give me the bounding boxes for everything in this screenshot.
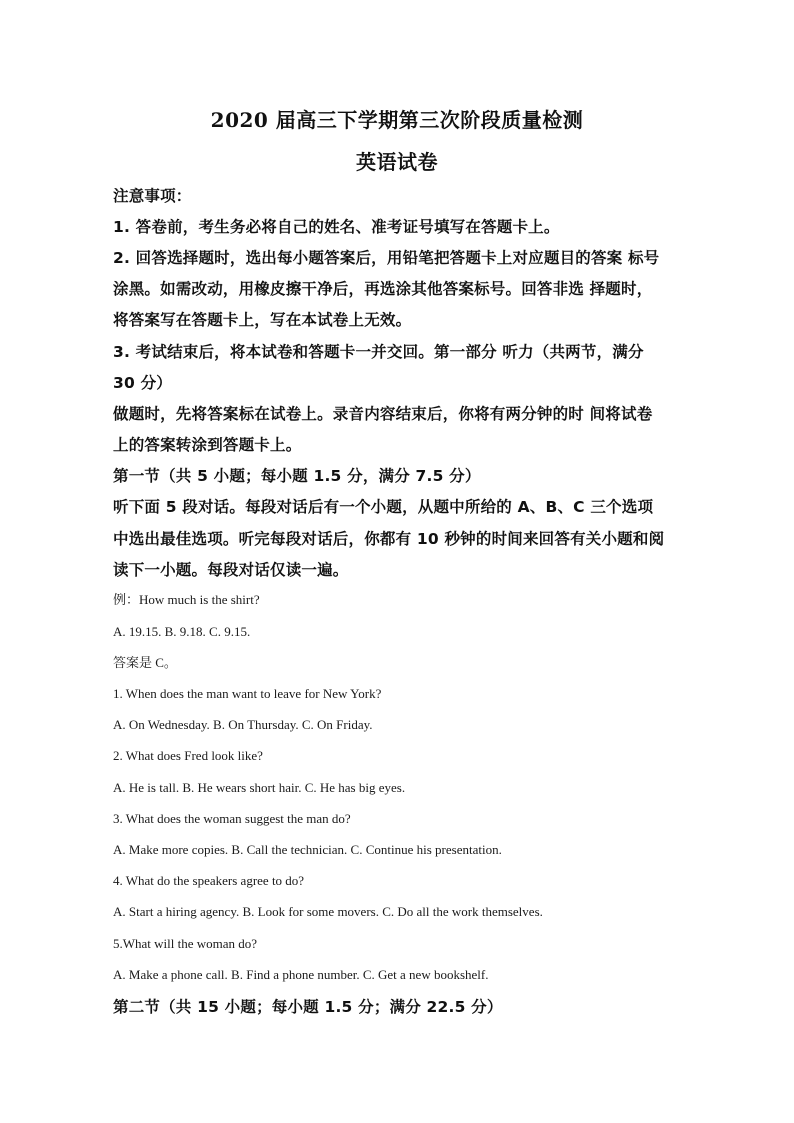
notice-line: 做题时，先将答案标在试卷上。录音内容结束后，你将有两分钟的时 间将试卷 <box>113 405 653 423</box>
section1-instruction: 读下一小题。每段对话仅读一遍。 <box>113 561 349 579</box>
question-options: A. He is tall. B. He wears short hair. C. He has big eyes. <box>113 780 406 795</box>
section1-instruction: 中选出最佳选项。听完每段对话后，你都有 10 秒钟的时间来回答有关小题和阅 <box>113 530 665 548</box>
notice-line: 1. 答卷前，考生务必将自己的姓名、准考证号填写在答题卡上。 <box>113 218 560 236</box>
exam-title: 2020 届高三下学期第三次阶段质量检测 <box>210 108 584 132</box>
section1-heading: 第一节（共 5 小题；每小题 1.5 分，满分 7.5 分） <box>113 467 481 485</box>
example-question: 例：How much is the shirt? <box>113 592 260 607</box>
question-text: 2. What does Fred look like? <box>113 748 263 763</box>
notice-line: 涂黑。如需改动，用橡皮擦干净后，再选涂其他答案标号。回答非选 择题时， <box>113 280 653 298</box>
example-options: A. 19.15. B. 9.18. C. 9.15. <box>113 624 251 639</box>
notice-heading: 注意事项： <box>113 187 192 205</box>
question-text: 3. What does the woman suggest the man do? <box>113 811 351 826</box>
question-options: A. Start a hiring agency. B. Look for some movers. C. Do all the work themselves. <box>113 904 543 919</box>
question-options: A. Make a phone call. B. Find a phone number. C. Get a new bookshelf. <box>113 967 489 982</box>
exam-subtitle: 英语试卷 <box>356 150 438 174</box>
section1-instruction: 听下面 5 段对话。每段对话后有一个小题，从题中所给的 A、B、C 三个选项 <box>113 498 654 516</box>
example-answer: 答案是 C。 <box>113 655 177 670</box>
question-options: A. Make more copies. B. Call the technician. C. Continue his presentation. <box>113 842 502 857</box>
question-text: 5.What will the woman do? <box>113 936 258 951</box>
section2-heading: 第二节（共 15 小题；每小题 1.5 分；满分 22.5 分） <box>113 998 503 1016</box>
notice-line: 2. 回答选择题时，选出每小题答案后，用铅笔把答题卡上对应题目的答案 标号 <box>113 249 660 267</box>
question-text: 1. When does the man want to leave for New York? <box>113 686 382 701</box>
question-options: A. On Wednesday. B. On Thursday. C. On Friday. <box>113 717 373 732</box>
notice-line: 上的答案转涂到答题卡上。 <box>113 436 302 454</box>
question-text: 4. What do the speakers agree to do? <box>113 873 305 888</box>
notice-line: 将答案写在答题卡上，写在本试卷上无效。 <box>113 311 412 329</box>
notice-line: 3. 考试结束后，将本试卷和答题卡一并交回。第一部分 听力（共两节，满分 <box>113 343 644 361</box>
notice-line: 30 分） <box>113 374 172 392</box>
